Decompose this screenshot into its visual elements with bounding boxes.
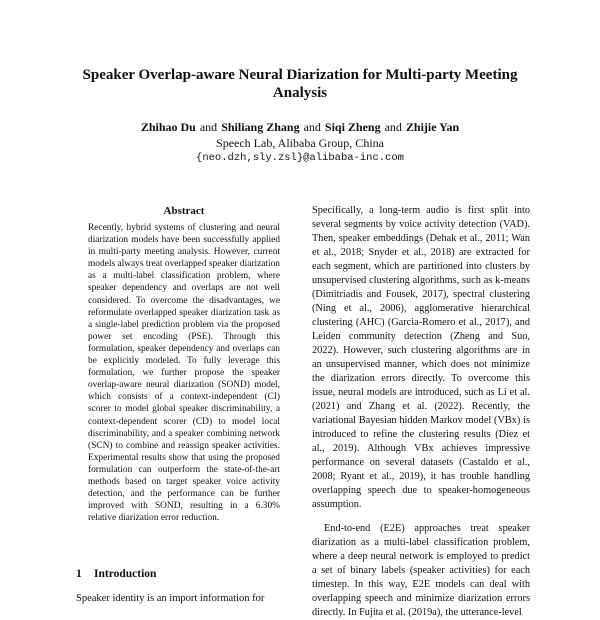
body-paragraph: Specifically, a long-term audio is first split into several segments by voice activity detection (VAD). Then, speaker embeddings (Dehak et al., 2011; Wan et al., 2018; Snyder et al., 2018) are extracted for each segment, which are partitioned into clusters by unsupervised clustering algorithms, such as k-means (Dimitriadis and Fousek, 2017), spectral clustering (Ning et al., 2006), agglomerative hierarchical clustering (AHC) (Garcia-Romero et al., 2017), and Leiden community detection (Zheng and Suo, 2022). However, such clustering algorithms are in an unsupervised manner, which does not minimize the diarization errors directly. To overcome this issue, neural models are introduced, such as Li et al. (2021) and Zhang et al. (2022). Recently, the variational Bayesian hidden Markov model (VBx) is introduced to refine the clustering results (Díez et al., 2019). Although VBx achieves impressive performance on several datasets (Castaldo et al., 2008; Ryant et al., 2019), it has trouble handling overlapping speech due to speaker-homogeneous assumption. — [312, 205, 530, 510]
abstract-text: Recently, hybrid systems of clustering and neural diarization models have been successfully applied in multi-party meeting analysis. However, current models always treat overlapped speaker diarization as a multi-label classification problem, where speaker dependency and overlaps are not well considered. To overcome the disadvantages, we reformulate overlapped speaker diarization task as a single-label prediction problem via the proposed power set encoding (PSE). Through this formulation, speaker dependency and overlaps can be explicitly modeled. To fully leverage this formulation, we further propose the speaker overlap-aware neural diarization (SOND) model, which consists of a context-independent (CI) scorer to model global speaker discriminability, a context-dependent scorer (CD) to model local discriminability, and a speaker combining network (SCN) to combine and reassign speaker activities. Experimental results show that using the proposed formulation can outperform the state-of-the-art methods based on target speaker voice activity detection, and the performance can be further improved with SOND, resulting in a 6.30% relative diarization error reduction. — [88, 223, 280, 524]
section-title: Introduction — [94, 568, 157, 580]
author-separator: and — [303, 120, 321, 134]
paper-title: Speaker Overlap-aware Neural Diarization for Multi-party Meeting Analysis — [82, 67, 518, 101]
author-list — [60, 120, 540, 135]
author-separator: and — [199, 120, 218, 134]
section-heading-introduction — [76, 568, 156, 580]
section-number: 1 — [76, 568, 82, 580]
author-name: Zhihao Du — [140, 120, 196, 134]
introduction-text: Speaker identity is an import information for — [76, 593, 265, 604]
author-name: Siqi Zheng — [324, 120, 381, 134]
right-column — [312, 204, 530, 620]
author-name: Zhijie Yan — [405, 120, 460, 134]
author-name: Shiliang Zhang — [221, 120, 300, 134]
affiliation: Speech Lab, Alibaba Group, China — [216, 136, 384, 150]
author-email: {neo.dzh,sly.zsl}@alibaba-inc.com — [196, 152, 404, 164]
author-separator: and — [384, 120, 402, 134]
abstract-heading: Abstract — [163, 205, 205, 217]
body-paragraph: End-to-end (E2E) approaches treat speaker diarization as a multi-label classification problem, where a deep neural network is employed to predict a set of binary labels (speaker activities) for each timestep. In this way, E2E models can deal with overlapping speech and minimize diarization errors directly. In Fujita et al. (2019a), the utterance-level — [312, 523, 530, 618]
